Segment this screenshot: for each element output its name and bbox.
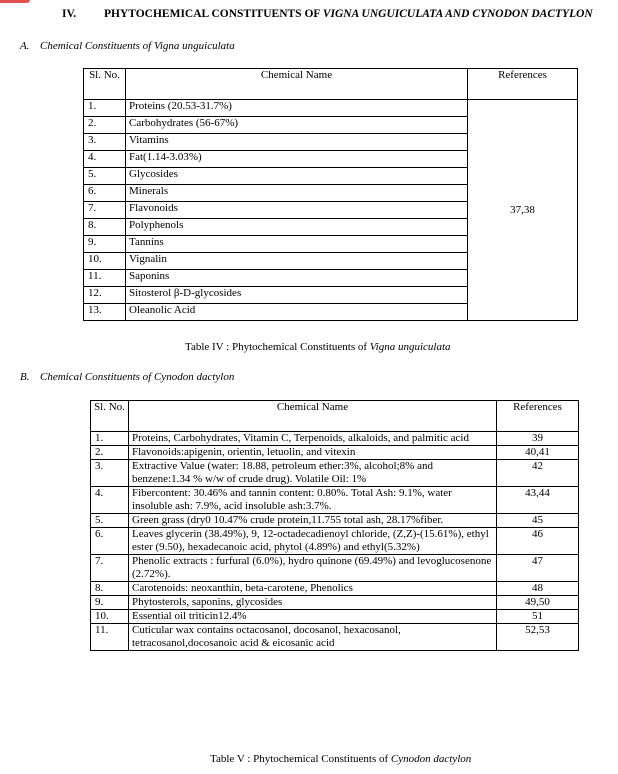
- sl-no-cell: 12.: [84, 287, 126, 304]
- chemical-name-cell: Proteins (20.53-31.7%): [126, 100, 468, 117]
- table-row: [91, 610, 579, 624]
- chemical-name-cell: Polyphenols: [126, 219, 468, 236]
- table-v-caption: [210, 753, 471, 765]
- sl-no-cell: 6.: [91, 528, 129, 555]
- chemical-name-cell: Sitosterol β-D-glycosides: [126, 287, 468, 304]
- chemical-name-cell: Cuticular wax contains octacosanol, docosanol, hexacosanol, tetracosanol,docosanoic acid & eicosanic acid: [129, 624, 497, 651]
- table-row: [91, 582, 579, 596]
- sl-no-cell: 1.: [91, 432, 129, 446]
- sl-no-cell: 1.: [84, 100, 126, 117]
- column-header-chemical-name: Chemical Name: [126, 69, 468, 100]
- chemical-name-cell: Tannins: [126, 236, 468, 253]
- table-row: [91, 555, 579, 582]
- sl-no-cell: 7.: [84, 202, 126, 219]
- table-header-row: [84, 69, 578, 100]
- sl-no-cell: 7.: [91, 555, 129, 582]
- subsection-a-letter: A.: [20, 40, 30, 52]
- sl-no-cell: 3.: [84, 134, 126, 151]
- subsection-b-title: Chemical Constituents of Cynodon dactylon: [40, 371, 235, 383]
- chemical-name-cell: Vitamins: [126, 134, 468, 151]
- sl-no-cell: 13.: [84, 304, 126, 321]
- sl-no-cell: 8.: [84, 219, 126, 236]
- references-cell: 51: [497, 610, 579, 624]
- references-cell: 43,44: [497, 487, 579, 514]
- references-cell: 49,50: [497, 596, 579, 610]
- table-row: [91, 446, 579, 460]
- chemical-name-cell: Saponins: [126, 270, 468, 287]
- column-header-references: References: [468, 69, 578, 100]
- chemical-name-cell: Fibercontent: 30.46% and tannin content: 0.80%. Total Ash: 9.1%, water insoluble ash: 7.9%, acid insoluble ash:3.7%.: [129, 487, 497, 514]
- sl-no-cell: 2.: [91, 446, 129, 460]
- table-row: [91, 514, 579, 528]
- table-row: [91, 432, 579, 446]
- chemical-name-cell: Flavonoids:apigenin, orientin, letuolin, and vitexin: [129, 446, 497, 460]
- references-cell: 47: [497, 555, 579, 582]
- chemical-name-cell: Vignalin: [126, 253, 468, 270]
- sl-no-cell: 4.: [91, 487, 129, 514]
- chemical-name-cell: Oleanolic Acid: [126, 304, 468, 321]
- table-row: [84, 100, 578, 117]
- sl-no-cell: 10.: [84, 253, 126, 270]
- table-row: [91, 528, 579, 555]
- corner-mark: [0, 0, 30, 3]
- table-row: [91, 460, 579, 487]
- references-cell: 45: [497, 514, 579, 528]
- sl-no-cell: 3.: [91, 460, 129, 487]
- section-title: PHYTOCHEMICAL CONSTITUENTS OF: [104, 8, 323, 20]
- caption-text: Table IV : Phytochemical Constituents of: [185, 341, 370, 353]
- caption-text: Table V : Phytochemical Constituents of: [210, 753, 391, 765]
- sl-no-cell: 9.: [91, 596, 129, 610]
- column-header-sl-no: Sl. No.: [91, 401, 129, 432]
- chemical-name-cell: Green grass (dry0 10.47% crude protein,11.755 total ash, 28.17%fiber.: [129, 514, 497, 528]
- table-row: [91, 624, 579, 651]
- sl-no-cell: 11.: [84, 270, 126, 287]
- chemical-name-cell: Fat(1.14-3.03%): [126, 151, 468, 168]
- chemical-name-cell: Minerals: [126, 185, 468, 202]
- references-cell: 39: [497, 432, 579, 446]
- chemical-name-cell: Carbohydrates (56-67%): [126, 117, 468, 134]
- caption-species: Vigna unguiculata: [369, 341, 451, 353]
- chemical-name-cell: Phytosterols, saponins, glycosides: [129, 596, 497, 610]
- sl-no-cell: 11.: [91, 624, 129, 651]
- chemical-name-cell: Leaves glycerin (38.49%), 9, 12-octadecadienoyl chloride, (Z,Z)-(15.61%), ethyl ester (9.50), hexadecanoic acid, phytol (4.89%) and ethyl(5.32%): [129, 528, 497, 555]
- column-header-references: References: [497, 401, 579, 432]
- section-title-species: VIGNA UNGUICULATA AND CYNODON DACTYLON: [322, 8, 593, 20]
- references-cell: 52,53: [497, 624, 579, 651]
- sl-no-cell: 5.: [91, 514, 129, 528]
- chemical-name-cell: Proteins, Carbohydrates, Vitamin C, Terpenoids, alkaloids, and palmitic acid: [129, 432, 497, 446]
- column-header-sl-no: Sl. No.: [84, 69, 126, 100]
- chemical-name-cell: Carotenoids: neoxanthin, beta-carotene, Phenolics: [129, 582, 497, 596]
- chemical-name-cell: Essential oil triticin12.4%: [129, 610, 497, 624]
- references-cell: 46: [497, 528, 579, 555]
- references-cell: 42: [497, 460, 579, 487]
- references-cell: 37,38: [468, 100, 578, 321]
- chemical-name-cell: Glycosides: [126, 168, 468, 185]
- chemical-name-cell: Flavonoids: [126, 202, 468, 219]
- section-number: IV.: [62, 8, 77, 20]
- sl-no-cell: 4.: [84, 151, 126, 168]
- subsection-b-heading: [20, 371, 234, 383]
- table-header-row: [91, 401, 579, 432]
- table-row: [91, 487, 579, 514]
- column-header-chemical-name: Chemical Name: [129, 401, 497, 432]
- table-row: [91, 596, 579, 610]
- sl-no-cell: 2.: [84, 117, 126, 134]
- chemical-name-cell: Phenolic extracts : furfural (6.0%), hydro quinone (69.49%) and levoglucosenone (2.72%).: [129, 555, 497, 582]
- caption-species: Cynodon dactylon: [390, 753, 472, 765]
- references-cell: 48: [497, 582, 579, 596]
- sl-no-cell: 6.: [84, 185, 126, 202]
- subsection-a-heading: [20, 40, 235, 52]
- sl-no-cell: 9.: [84, 236, 126, 253]
- subsection-a-title: Chemical Constituents of Vigna unguiculata: [40, 40, 235, 52]
- sl-no-cell: 5.: [84, 168, 126, 185]
- references-cell: 40,41: [497, 446, 579, 460]
- table-vigna-constituents: [83, 68, 578, 321]
- sl-no-cell: 8.: [91, 582, 129, 596]
- table-iv-caption: [185, 341, 451, 353]
- sl-no-cell: 10.: [91, 610, 129, 624]
- chemical-name-cell: Extractive Value (water: 18.88, petroleum ether:3%, alcohol;8% and benzene:1.34 % w/w of crude drug). Volatile Oil: 1%: [129, 460, 497, 487]
- subsection-b-letter: B.: [20, 371, 30, 383]
- table-cynodon-constituents: [90, 400, 579, 651]
- section-heading: [62, 8, 593, 20]
